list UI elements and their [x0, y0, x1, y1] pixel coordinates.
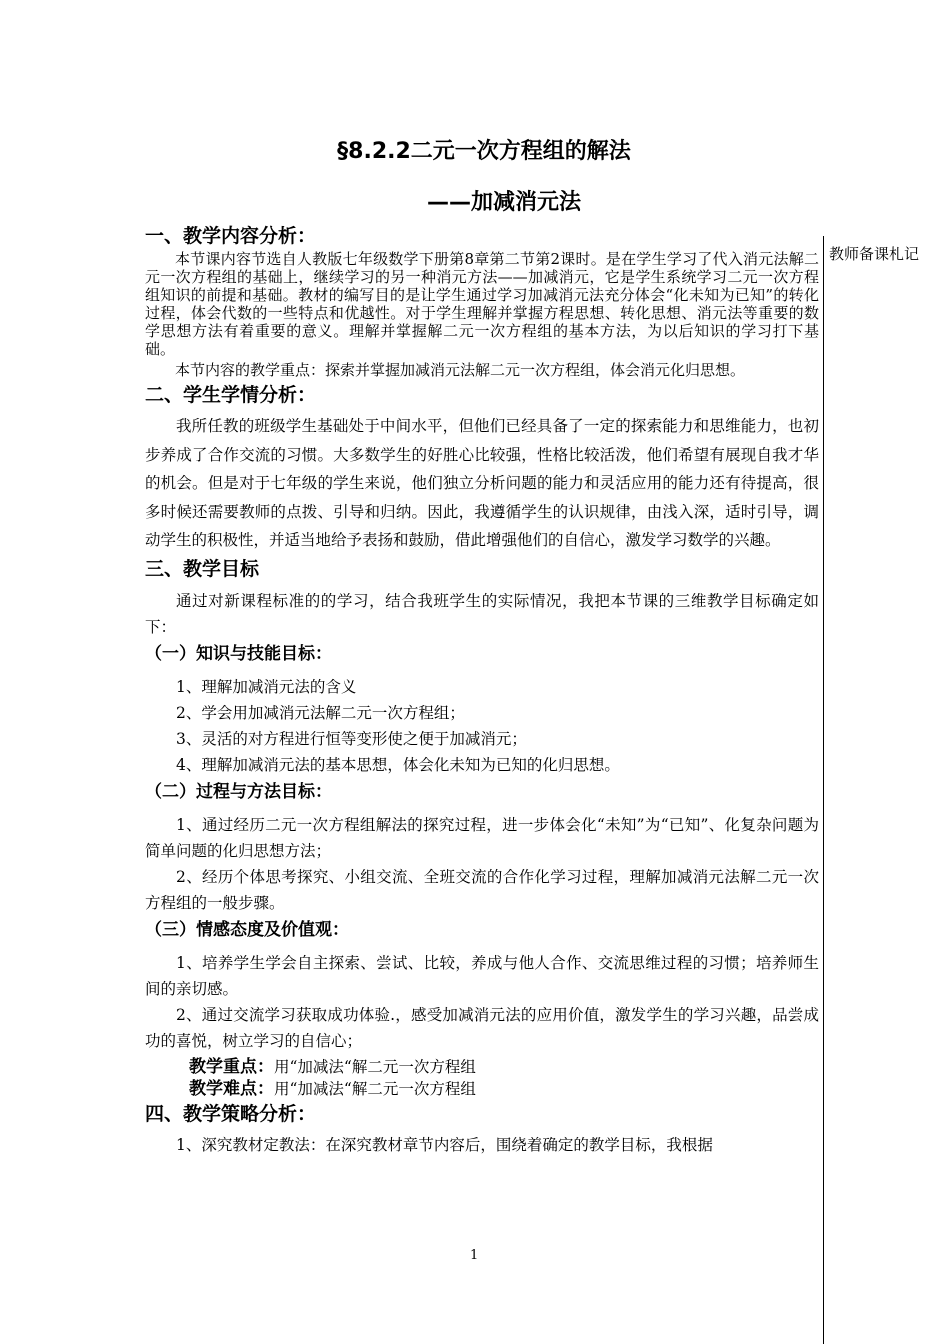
list-item: 1、理解加减消元法的含义: [176, 677, 357, 696]
paragraph: 我所任教的班级学生基础处于中间水平，但他们已经具备了一定的探索能力和思维能力，也初步养成了合作交流的习惯。大多数学生的好胜心比较强，性格比较活泼，他们希望有展现自我才华的机会。但是对于七年级的学生来说，他们独立分析问题的能力和灵活应用的能力还有待提高，很多时候还需要教师的点拨、引导和归纳。因此，我遵循学生的认识规律，由浅入深，适时引导，调动学生的积极性，并适当地给予表扬和鼓励，借此增强他们的自信心，激发学习数学的兴趣。: [145, 417, 819, 549]
list-item: 1、培养学生学会自主探索、尝试、比较，养成与他人合作、交流思维过程的习惯；培养师生间的亲切感。: [145, 953, 819, 998]
paragraph: 1、深究教材定教法：在深究教材章节内容后，围绕着确定的教学目标，我根据: [176, 1135, 713, 1154]
goal-list: [145, 812, 819, 916]
paragraph: 本节内容的教学重点：探索并掌握加减消元法解二元一次方程组，体会消元化归思想。: [175, 361, 746, 379]
subsection-heading-knowledge-skills: （一）知识与技能目标：: [145, 643, 332, 664]
key-point-line: [145, 1056, 819, 1078]
goal-list: [145, 674, 819, 778]
goal-list: [145, 950, 819, 1054]
margin-divider-line: [823, 236, 824, 1344]
list-item: 4、理解加减消元法的基本思想，体会化未知为已知的化归思想。: [176, 755, 620, 774]
list-item: 2、经历个体思考探究、小组交流、全班交流的合作化学习过程，理解加减消元法解二元一次方程组的一般步骤。: [145, 867, 819, 912]
paragraph: 通过对新课程标准的的学习，结合我班学生的实际情况，我把本节课的三维教学目标确定如下：: [145, 591, 819, 636]
key-point-label: 教学重点：: [189, 1056, 274, 1077]
paragraph: 本节课内容节选自人教版七年级数学下册第8章第二节第2课时。是在学生学习了代入消元法解二元一次方程组的基础上，继续学习的另一种消元方法——加减消元，它是学生系统学习二元一次方程组知识的前提和基础。教材的编写目的是让学生通过学习加减消元法充分体会“化未知为已知”的转化过程，体会代数的一些特点和优越性。对于学生理解并掌握方程思想、转化思想、消元法等重要的数学思想方法有着重要的意义。理解并掌握解二元一次方程组的基本方法，为以后知识的学习打下基础。: [145, 250, 819, 358]
main-content: [145, 222, 819, 1158]
list-item: 1、通过经历二元一次方程组解法的探究过程，进一步体会化“未知”为“已知”、化复杂问题为简单问题的化归思想方法；: [145, 815, 819, 860]
page-subtitle: ——加减消元法: [426, 190, 581, 215]
subsection-heading-emotion-values: （三）情感态度及价值观：: [145, 919, 349, 940]
difficulty-line: [145, 1078, 819, 1100]
difficulty-label: 教学难点：: [189, 1078, 274, 1099]
list-item: 2、通过交流学习获取成功体验.，感受加减消元法的应用价值，激发学生的学习兴趣，品尝成功的喜悦，树立学习的自信心；: [145, 1005, 819, 1050]
page-number: 1: [470, 1248, 479, 1263]
section-heading-teaching-goals: 三、教学目标: [145, 557, 260, 580]
section-heading-strategy-analysis: 四、教学策略分析：: [145, 1102, 317, 1125]
page-title: §8.2.2二元一次方程组的解法: [337, 139, 631, 164]
section-heading-content-analysis: 一、教学内容分析：: [145, 225, 317, 247]
difficulty-text: 用“加减法“解二元一次方程组: [274, 1079, 476, 1098]
subsection-heading-process-method: （二）过程与方法目标：: [145, 781, 332, 802]
teacher-notes-label: 教师备课札记: [829, 245, 920, 263]
section-heading-student-analysis: 二、学生学情分析：: [145, 384, 317, 406]
list-item: 3、灵活的对方程进行恒等变形使之便于加减消元；: [176, 729, 527, 748]
key-point-text: 用“加减法“解二元一次方程组: [274, 1057, 476, 1076]
list-item: 2、学会用加减消元法解二元一次方程组；: [176, 703, 465, 722]
